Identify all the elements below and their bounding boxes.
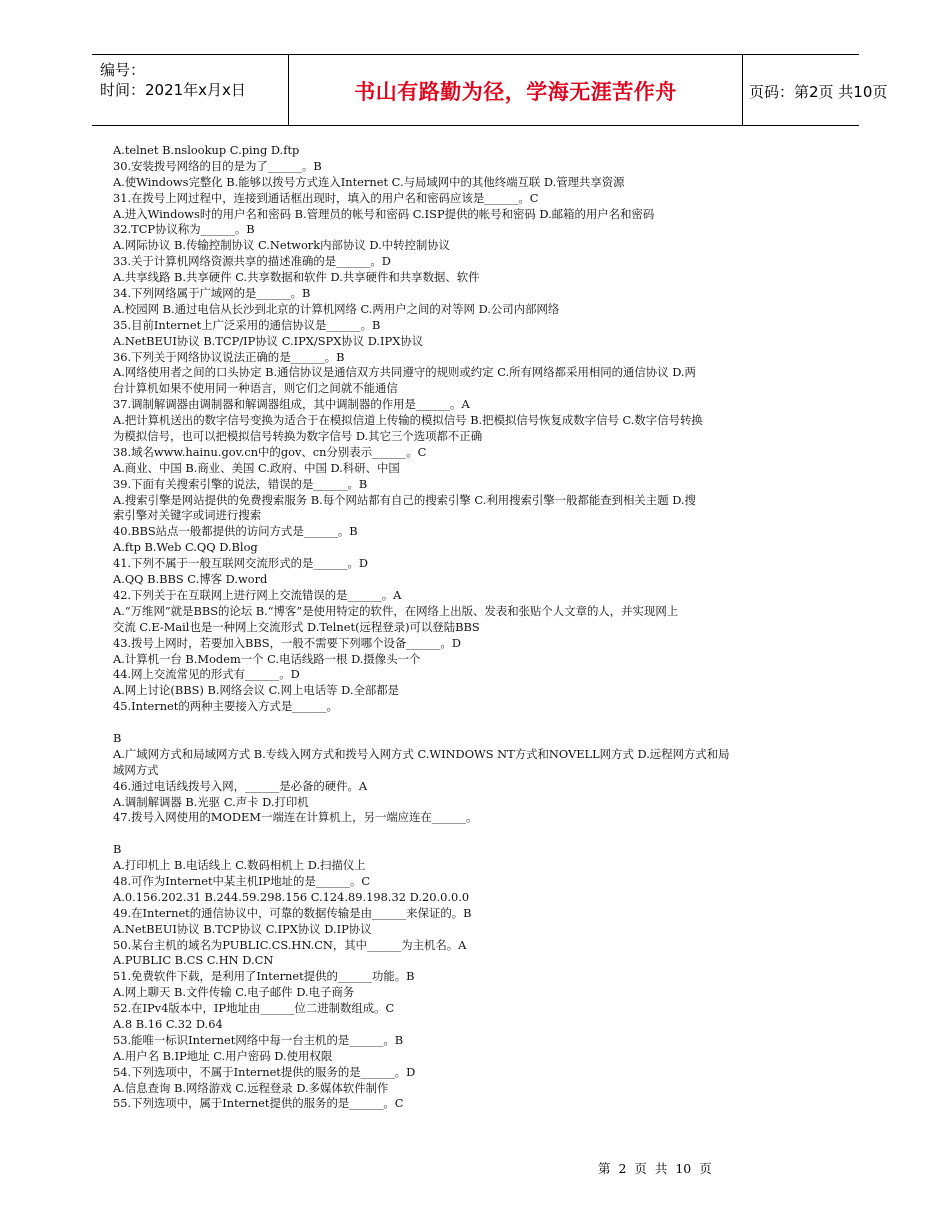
text-line: A.共享线路 B.共享硬件 C.共享数据和软件 D.共享硬件和共享数据、软件 xyxy=(113,270,480,285)
text-line: 36.下列关于网络协议说法正确的是______。B xyxy=(113,349,345,364)
text-line: 50.某台主机的域名为PUBLIC.CS.HN.CN，其中______为主机名。A xyxy=(113,937,467,952)
text-line: A.把计算机送出的数字信号变换为适合于在模拟信道上传输的模拟信号 B.把模拟信号恢复成数字信号 C.数字信号转换 xyxy=(113,413,703,428)
text-line: 台计算机如果不使用同一种语言，则它们之间就不能通信 xyxy=(113,381,398,396)
text-line: B xyxy=(113,842,122,857)
text-line: 51.免费软件下载，是利用了Internet提供的______功能。B xyxy=(113,969,415,984)
text-line: A.PUBLIC B.CS C.HN D.CN xyxy=(113,953,274,968)
text-line: 54.下列选项中，不属于Internet提供的服务的是______。D xyxy=(113,1064,416,1079)
text-line: A.网上聊天 B.文件传输 C.电子邮件 D.电子商务 xyxy=(113,985,355,1000)
text-line: 45.Internet的两种主要接入方式是______。 xyxy=(113,699,338,714)
header-left-cell xyxy=(92,55,288,125)
text-line: B xyxy=(113,730,122,745)
text-line: 55.下列选项中，属于Internet提供的服务的是______。C xyxy=(113,1096,404,1111)
text-line: 索引擎对关键字或词进行搜索 xyxy=(113,508,262,523)
text-line: 34.下列网络属于广域网的是______。B xyxy=(113,286,311,301)
text-line: A.8 B.16 C.32 D.64 xyxy=(113,1016,223,1031)
text-line: 为模拟信号，也可以把模拟信号转换为数字信号 D.其它三个选项都不正确 xyxy=(113,429,483,444)
text-line: A.“万维网”就是BBS的论坛 B.“博客”是使用特定的软件，在网络上出版、发表和张贴个人文章的人，并实现网上 xyxy=(113,603,679,618)
text-line: A.0.156.202.31 B.244.59.298.156 C.124.89.198.32 D.20.0.0.0 xyxy=(113,889,470,904)
text-line xyxy=(113,826,843,842)
text-line: A.信息查询 B.网络游戏 C.远程登录 D.多媒体软件制作 xyxy=(113,1080,389,1095)
text-line: A.商业、中国 B.商业、美国 C.政府、中国 D.科研、中国 xyxy=(113,460,400,475)
text-line: 48.可作为Internet中某主机IP地址的是______。C xyxy=(113,873,371,888)
text-line: 43.拨号上网时，若要加入BBS，一般不需要下列哪个设备______。D xyxy=(113,635,461,650)
text-line: 31.在拨号上网过程中，连接到通话框出现时，填入的用户名和密码应该是______。C xyxy=(113,190,539,205)
text-line: 38.域名www.hainu.gov.cn中的gov、cn分别表示______。C xyxy=(113,444,427,459)
text-line: A.NetBEUI协议 B.TCP/IP协议 C.IPX/SPX协议 D.IPX协议 xyxy=(113,333,424,348)
text-line: A.网际协议 B.传输控制协议 C.Network内部协议 D.中转控制协议 xyxy=(113,238,451,253)
text-line: A.网络使用者之间的口头协定 B.通信协议是通信双方共同遵守的规则或约定 C.所有网络都采用相同的通信协议 D.两 xyxy=(113,365,696,380)
time-label: 时间：2021年x月x日 xyxy=(100,81,246,99)
text-line: 域网方式 xyxy=(113,762,159,777)
text-line: A.用户名 B.IP地址 C.用户密码 D.使用权限 xyxy=(113,1048,333,1063)
text-line: 49.在Internet的通信协议中，可靠的数据传输是由______来保证的。B xyxy=(113,905,472,920)
text-line: 37.调制解调器由调制器和解调器组成，其中调制器的作用是______。A xyxy=(113,397,470,412)
motto-text: 书山有路勤为径，学海无涯苦作舟 xyxy=(354,80,677,104)
page-info: 页码：第2页 共10页 xyxy=(749,83,888,101)
text-line: 52.在IPv4版本中，IP地址由______位二进制数组成。C xyxy=(113,1001,395,1016)
text-line: 41.下列不属于一般互联网交流形式的是______。D xyxy=(113,556,369,571)
text-line: A.QQ B.BBS C.博客 D.word xyxy=(113,572,268,587)
text-line: 32.TCP协议称为______。B xyxy=(113,222,255,237)
number-label: 编号： xyxy=(100,61,146,79)
text-line: A.NetBEUI协议 B.TCP协议 C.IPX协议 D.IP协议 xyxy=(113,921,372,936)
text-line: A.打印机上 B.电话线上 C.数码相机上 D.扫描仪上 xyxy=(113,858,366,873)
text-line: 53.能唯一标识Internet网络中每一台主机的是______。B xyxy=(113,1032,404,1047)
text-line: A.telnet B.nslookup C.ping D.ftp xyxy=(113,143,300,157)
text-line: 47.拨号入网使用的MODEM一端连在计算机上，另一端应连在______。 xyxy=(113,810,478,825)
text-line: 30.安装拨号网络的目的是为了______。B xyxy=(113,158,322,173)
text-line: 交流 C.E-Mail也是一种网上交流形式 D.Telnet(远程登录)可以登陆BBS xyxy=(113,619,480,634)
text-line: A.搜索引擎是网站提供的免费搜索服务 B.每个网站都有自己的搜索引擎 C.利用搜索引擎一般都能查到相关主题 D.搜 xyxy=(113,492,696,507)
text-line: 33.关于计算机网络资源共享的描述准确的是______。D xyxy=(113,254,391,269)
text-line: A.计算机一台 B.Modem一个 C.电话线路一根 D.摄像头一个 xyxy=(113,651,421,666)
text-line: 46.通过电话线拨号入网，______是必备的硬件。A xyxy=(113,778,368,793)
text-line: 39.下面有关搜索引擎的说法，错误的是______。B xyxy=(113,476,368,491)
text-line: A.校园网 B.通过电信从长沙到北京的计算机网络 C.两用户之间的对等网 D.公司内部网络 xyxy=(113,301,560,316)
page-header xyxy=(92,54,888,126)
text-line: 35.目前Internet上广泛采用的通信协议是______。B xyxy=(113,317,381,332)
text-line: A.网上讨论(BBS) B.网络会议 C.网上电话等 D.全部都是 xyxy=(113,683,400,698)
text-line: A.广域网方式和局域网方式 B.专线入网方式和拨号入网方式 C.WINDOWS NT方式和NOVELL网方式 D.远程网方式和局 xyxy=(113,746,730,761)
text-line: 40.BBS站点一般都提供的访问方式是______。B xyxy=(113,524,358,539)
text-line: 44.网上交流常见的形式有______。D xyxy=(113,667,300,682)
document-body xyxy=(113,143,843,1112)
text-line: 42.下列关于在互联网上进行网上交流错误的是______。A xyxy=(113,587,402,602)
text-line: A.ftp B.Web C.QQ D.Blog xyxy=(113,540,258,555)
page-footer: 第 2 页 共 10 页 xyxy=(598,1161,712,1176)
header-motto-cell xyxy=(288,55,743,125)
text-line: A.使Windows完整化 B.能够以拨号方式连入Internet C.与局域网中的其他终端互联 D.管理共享资源 xyxy=(113,174,625,189)
text-line: A.进入Windows时的用户名和密码 B.管理员的帐号和密码 C.ISP提供的帐号和密码 D.邮箱的用户名和密码 xyxy=(113,206,655,221)
text-line: A.调制解调器 B.光驱 C.声卡 D.打印机 xyxy=(113,794,309,809)
text-line xyxy=(113,715,843,731)
header-page-cell xyxy=(741,55,888,125)
